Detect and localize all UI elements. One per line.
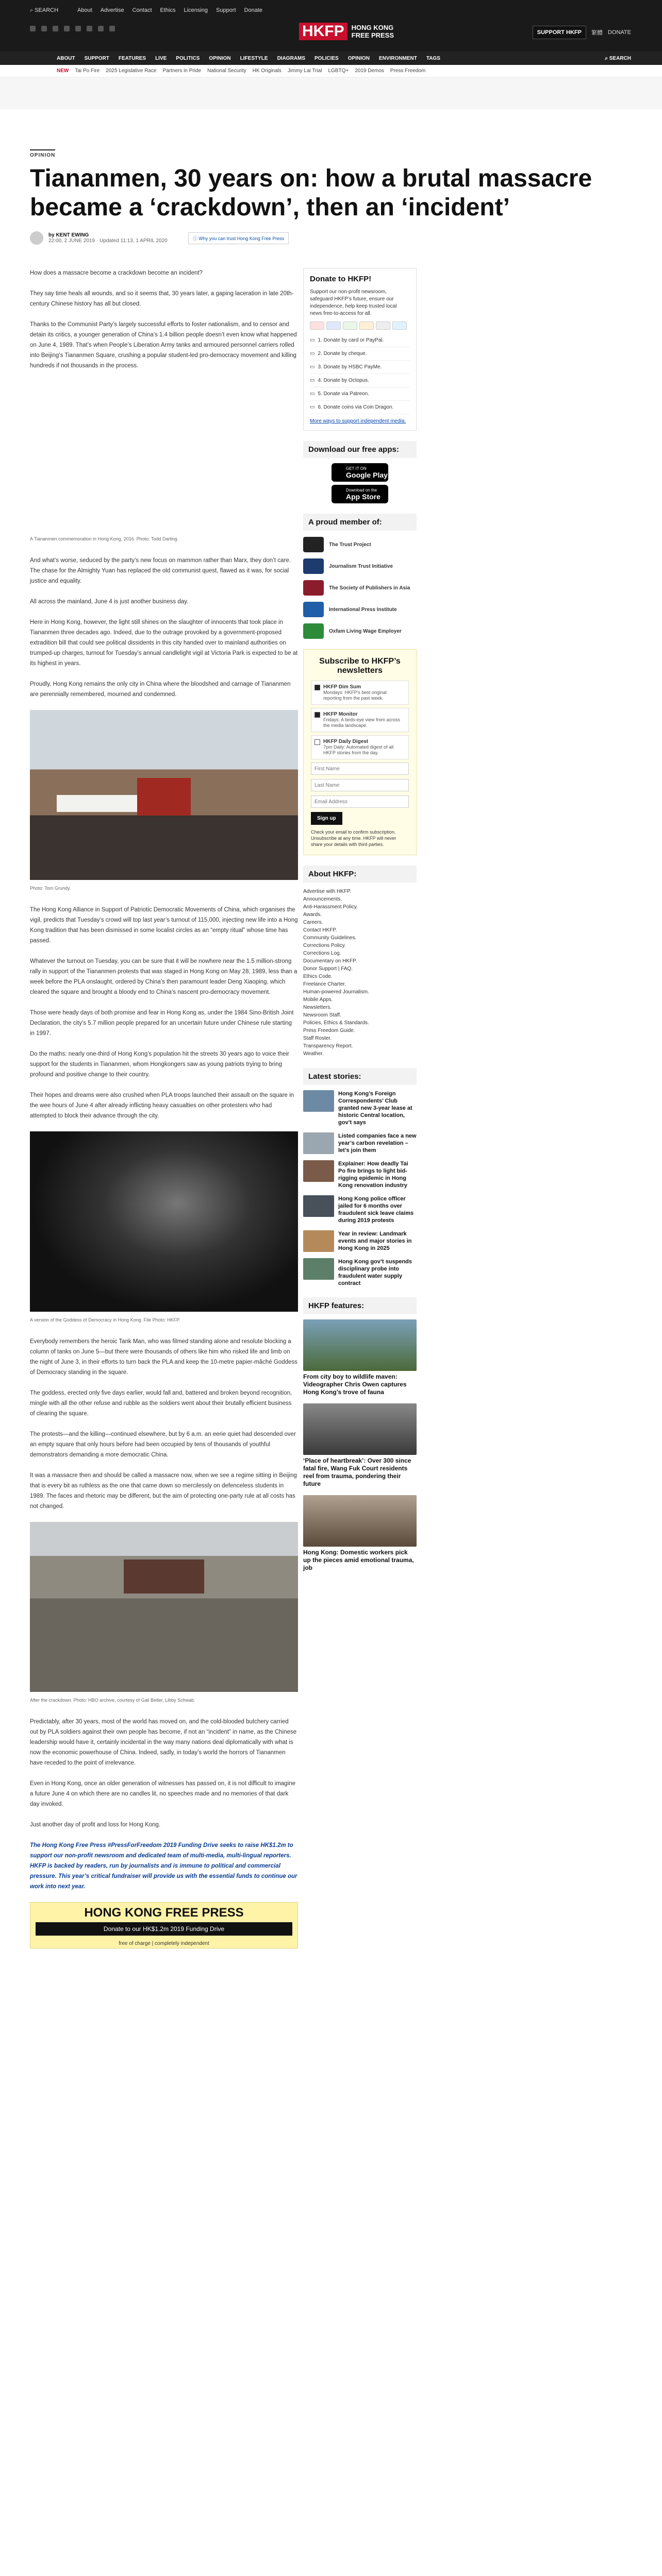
donate-option[interactable]: ▭ 2. Donate by cheque.: [310, 347, 410, 361]
article-header: [30, 149, 631, 245]
caption: A Tiananmen commemoration in Hong Kong, 2016. Photo: Todd Darling.: [30, 536, 179, 541]
about-link[interactable]: Transparency Report.: [303, 1043, 353, 1049]
about-list: [303, 888, 417, 1058]
newsletter-box: [303, 649, 417, 855]
card-icon: [326, 321, 341, 330]
signup-button[interactable]: Sign up: [311, 812, 342, 825]
feature-image: [303, 1403, 417, 1455]
sopa-logo: [303, 580, 324, 596]
instagram-icon[interactable]: [53, 26, 58, 31]
about-link[interactable]: Donor Support | FAQ.: [303, 966, 353, 972]
banner-foot: free of charge | completely independent: [119, 1941, 209, 1946]
article-title: Tiananmen, 30 years on: how a brutal massacre became a ‘crackdown’, then an ‘incident’: [30, 165, 592, 221]
donate-option[interactable]: ▭ 4. Donate by Octopus.: [310, 374, 410, 387]
trust-project-logo: [303, 537, 324, 552]
nav-item[interactable]: OPINION: [209, 56, 231, 61]
trending-item[interactable]: Jimmy Lai Trial: [287, 68, 322, 74]
nav-item[interactable]: OPINION: [347, 56, 370, 61]
photo-banner: [57, 795, 137, 812]
story-thumbnail: [303, 1090, 334, 1112]
top-link-ethics[interactable]: Ethics: [160, 7, 176, 13]
member-item[interactable]: International Press Institute: [303, 602, 417, 617]
photo-detail: [137, 778, 191, 816]
latest-story[interactable]: Hong Kong police officer jailed for 6 months over fraudulent sick leave claims during 2019 protests: [303, 1195, 417, 1224]
brand-actions: [533, 26, 631, 39]
nav-item[interactable]: POLICIES: [315, 56, 339, 61]
article-date: 22:00, 2 JUNE 2019 · Updated 11:13, 1 APRIL 2020: [48, 238, 168, 244]
figure-2: [30, 710, 298, 893]
about-link[interactable]: Press Freedom Guide.: [303, 1028, 355, 1033]
paragraph: Even in Hong Kong, once an older generation of witnesses has passed on, it is not difficult to imagine a future June 4 on which there are no candles lit, no speeches made and no memories of that dark day invoked.: [30, 1781, 296, 1807]
search-icon: ⌕: [605, 56, 609, 61]
nav-item[interactable]: POLITICS: [176, 56, 200, 61]
story-thumbnail: [303, 1132, 334, 1154]
article-category[interactable]: OPINION: [30, 149, 55, 158]
brand-bar: [0, 21, 662, 52]
about-link[interactable]: Freelance Charter.: [303, 981, 346, 987]
story-thumbnail: [303, 1160, 334, 1182]
threads-icon[interactable]: [64, 26, 70, 31]
about-link[interactable]: Mobile Apps.: [303, 997, 333, 1003]
card-icon: [359, 321, 374, 330]
latest-story[interactable]: Hong Kong gov’t suspends disciplinary probe into fraudulent water supply contract: [303, 1258, 417, 1287]
paragraph: It was a massacre then and should be called a massacre now, when we see a regime sitting in Beijing that is every bit as ruthless as the one that came down so mercilessly on defenceless students in 1989. The faces and rhetoric may be different, but the aim of protecting one-party rule at all costs has not changed.: [30, 1472, 297, 1510]
paragraph: All across the mainland, June 4 is just another business day.: [30, 599, 189, 605]
donate-link[interactable]: DONATE: [607, 29, 631, 36]
paragraph: Thanks to the Communist Party’s largely successful efforts to foster nationalism, and to censor and detain its critics, a younger generation of China’s 1.4 billion people doesn’t even know what happened on June 4, 1989. That’s when People’s Liberation Army tanks and armoured personnel carriers rolled into Beijing’s Tiananmen Square, crushing a popular student-led pro-democracy movement and killing hundreds if not thousands in the process.: [30, 321, 297, 369]
caption: After the crackdown. Photo: HBO archive, courtesy of Gail Betler, Libby Schwab.: [30, 1698, 195, 1703]
latest-story[interactable]: Hong Kong’s Foreign Correspondents’ Club granted new 3-year lease at historic Central location, gov’t says: [303, 1090, 417, 1126]
patreon-icon: ▭: [310, 391, 315, 397]
story-thumbnail: [303, 1258, 334, 1280]
checkbox-unchecked[interactable]: [315, 739, 320, 745]
about-link[interactable]: Newsroom Staff.: [303, 1012, 341, 1018]
card-icon: [310, 321, 324, 330]
newsletter-option[interactable]: HKFP Dim Sum Mondays: HKFP’s best original reporting from the past week.: [311, 681, 409, 705]
trending-item[interactable]: Press Freedom: [390, 68, 426, 74]
donate-option[interactable]: ▭ 6. Donate coins via Coin Dragon.: [310, 401, 410, 414]
about-link[interactable]: Anti-Harassment Policy.: [303, 904, 358, 910]
about-link[interactable]: Careers.: [303, 920, 323, 925]
top-bar: [0, 0, 662, 21]
about-link[interactable]: Contact HKFP.: [303, 927, 337, 933]
funding-banner[interactable]: [30, 1902, 298, 1948]
trending-item[interactable]: Tai Po Fire: [75, 68, 100, 74]
about-title: About HKFP:: [303, 866, 417, 883]
feature-story[interactable]: From city boy to wildlife maven: Videographer Chris Owen captures Hong Kong’s trove of fauna: [303, 1319, 417, 1396]
paragraph: And what’s worse, seduced by the party’s new focus on mammon rather than Marx, they don’t care. The chase for the Almighty Yuan has replaced the old communist quest, flawed as it was, for social justice and equality.: [30, 557, 291, 584]
search-icon: ⌕: [30, 7, 35, 13]
paragraph: Whatever the turnout on Tuesday, you can be sure that it will be nowhere near the 1.5 million-strong rally in support of the Tiananmen protests that was staged in Hong Kong on May 28, 1989, less than a week before the PLA onslaught, ordered by China’s then paramount leader Deng Xiaoping, which cleared the square and brought a bloody end to China’s nascent pro-democracy movement.: [30, 958, 297, 995]
photo-gate: [124, 1560, 204, 1594]
email-field[interactable]: [311, 795, 409, 808]
youtube-icon[interactable]: [75, 26, 81, 31]
latest-title: Latest stories:: [303, 1068, 417, 1085]
about-link[interactable]: Human-powered Journalism.: [303, 989, 369, 995]
paragraph: How does a massacre become a crackdown become an incident?: [30, 270, 203, 276]
donate-option[interactable]: ▭ 5. Donate via Patreon.: [310, 387, 410, 401]
first-name-field[interactable]: [311, 762, 409, 775]
language-toggle[interactable]: 繁體: [591, 30, 603, 36]
card-icon: [392, 321, 407, 330]
paragraph: Here in Hong Kong, however, the light still shines on the slaughter of innocents that took place in Tiananmen three decades ago. Indeed, due to the outrage provoked by a government-proposed extradition bill that could see political dissidents in this city handed over to mainland authorities on trumped-up charges, turnout for Tuesday’s annual candlelight vigil at Victoria Park is expected to be at its highest in years.: [30, 619, 298, 667]
x-icon[interactable]: [30, 26, 36, 31]
payment-icons: [310, 321, 410, 330]
nav-item[interactable]: LIFESTYLE: [240, 56, 268, 61]
facebook-icon[interactable]: [41, 26, 47, 31]
byline: [30, 231, 631, 245]
nav-item[interactable]: DIAGRAMS: [277, 56, 306, 61]
photo-goddess: [30, 1131, 298, 1312]
card-icon: [343, 321, 357, 330]
top-link-contact[interactable]: Contact: [132, 7, 152, 13]
paragraph: They say time heals all wounds, and so it seems that, 30 years later, a gaping laceration in late 20th-century Chinese history has all but closed.: [30, 291, 294, 307]
about-link[interactable]: Announcements.: [303, 896, 342, 902]
top-link-about[interactable]: About: [77, 7, 92, 13]
card-icon: ▭: [310, 337, 315, 343]
app-store-badge[interactable]: Download on the App Store: [332, 485, 388, 503]
member-item[interactable]: The Trust Project: [303, 537, 417, 552]
figure-1: [30, 381, 298, 544]
paragraph: Everybody remembers the heroic Tank Man, who was filmed standing alone and resolute blocking a column of tanks on June 5—but there were thousands of others like him who risked life and limb on the night of June 3, in their efforts to turn back the PLA and keep the 10-metre papier-mâché Goddess of Democracy standing in the square.: [30, 1338, 297, 1376]
card-icon: [376, 321, 390, 330]
newsletter-option[interactable]: HKFP Monitor Fridays: A birds-eye view from across the media landscape.: [311, 708, 409, 732]
about-link[interactable]: Community Guidelines.: [303, 935, 357, 941]
feature-image: [303, 1495, 417, 1547]
payme-icon: ▭: [310, 364, 315, 370]
caption: A version of the Goddess of Democracy in Hong Kong. File Photo: HKFP.: [30, 1317, 180, 1323]
logo-mark: HKFP: [299, 23, 347, 40]
rss-icon[interactable]: [109, 26, 115, 31]
top-link-donate[interactable]: Donate: [244, 7, 262, 13]
checkbox-checked[interactable]: [315, 685, 320, 690]
trending-item[interactable]: National Security: [207, 68, 246, 74]
latest-story[interactable]: Explainer: How deadly Tai Po fire brings to light bid-rigging epidemic in Hong Kong renovation industry: [303, 1160, 417, 1189]
coin-icon: ▭: [310, 404, 315, 410]
feature-story[interactable]: ‘Place of heartbreak’: Over 300 since fatal fire, Wang Fuk Court residents reel from trauma, pondering their future: [303, 1403, 417, 1488]
donate-text: Support our non-profit newsroom, safeguard HKFP’s future, ensure our independence, help keep trusted local news free-to-access for all.: [310, 289, 397, 316]
trending-item[interactable]: 2025 Legislative Race: [106, 68, 157, 74]
apps-title: Download our free apps:: [303, 441, 417, 458]
caption: Photo: Tom Grundy.: [30, 886, 71, 891]
photo-square: [30, 1522, 298, 1692]
figure-3: [30, 1131, 298, 1325]
about-link[interactable]: Policies, Ethics & Standards.: [303, 1020, 369, 1026]
linkedin-icon[interactable]: [87, 26, 92, 31]
last-name-field[interactable]: [311, 779, 409, 791]
nav-item[interactable]: SUPPORT: [84, 56, 109, 61]
jti-logo: [303, 558, 324, 574]
banner-title: HONG KONG FREE PRESS: [84, 1906, 244, 1920]
paragraph: Do the maths: nearly one-third of Hong Kong’s population hit the streets 30 years ago to voice their support for the students in Tiananmen, whom Hongkongers saw as young patriots trying to bring profound and positive change to their country.: [30, 1051, 289, 1078]
newsletter-option[interactable]: HKFP Daily Digest 7pm Daily: Automated digest of all HKFP stories from the day.: [311, 735, 409, 759]
about-link[interactable]: Corrections Log.: [303, 951, 341, 956]
latest-story[interactable]: Year in review: Landmark events and major stories in Hong Kong in 2025: [303, 1230, 417, 1252]
about-link[interactable]: Corrections Policy.: [303, 943, 346, 948]
nav-item[interactable]: ENVIRONMENT: [378, 56, 417, 61]
trust-link[interactable]: ⓘ Why you can trust Hong Kong Free Press: [188, 232, 289, 244]
banner-subtitle: Donate to our HK$1.2m 2019 Funding Drive: [36, 1922, 292, 1936]
photo-vigil: [30, 381, 298, 531]
social-icons: [30, 26, 115, 31]
author-avatar: [30, 231, 43, 245]
ipi-logo: [303, 602, 324, 617]
top-link-licensing[interactable]: Licensing: [184, 7, 208, 13]
donate-more-link[interactable]: More ways to support independent media.: [310, 418, 406, 424]
about-link[interactable]: Staff Roster.: [303, 1036, 332, 1041]
member-item[interactable]: Oxfam Living Wage Employer: [303, 623, 417, 639]
site-logo[interactable]: [299, 23, 394, 40]
member-item[interactable]: Journalism Trust Initiative: [303, 558, 417, 574]
about-link[interactable]: Ethics Code.: [303, 974, 333, 979]
paragraph: Just another day of profit and loss for Hong Kong.: [30, 1822, 161, 1828]
octopus-icon: ▭: [310, 378, 315, 383]
figure-4: [30, 1522, 298, 1705]
member-title: A proud member of:: [303, 514, 417, 531]
nav-search[interactable]: ⌕ SEARCH: [605, 56, 631, 61]
feature-image: [303, 1319, 417, 1371]
trending-item[interactable]: HK Originals: [252, 68, 282, 74]
newsletter-note: Check your email to confirm subscription. Unsubscribe at any time. HKFP will never share your details with third parties.: [311, 829, 396, 847]
paragraph: Proudly, Hong Kong remains the only city in China where the bloodshed and carnage of Tiananmen are perennially remembered, mourned and condemned.: [30, 681, 291, 698]
article-body: [30, 268, 298, 1948]
donate-box: [303, 268, 417, 431]
donate-option[interactable]: ▭ 3. Donate by HSBC PayMe.: [310, 361, 410, 374]
features-title: HKFP features:: [303, 1297, 417, 1314]
support-button[interactable]: SUPPORT HKFP: [533, 26, 586, 39]
trending-label: NEW: [57, 68, 69, 74]
trending-item[interactable]: Partners in Pride: [162, 68, 202, 74]
member-item[interactable]: The Society of Publishers in Asia: [303, 580, 417, 596]
donate-title: Donate to HKFP!: [310, 275, 372, 283]
oxfam-logo: [303, 623, 324, 639]
paragraph: Their hopes and dreams were also crushed when PLA troops launched their assault on the square in the wee hours of June 4 after already inflicting heavy casualties on other protesters who had attempted to block their advance through the city.: [30, 1092, 294, 1119]
about-link[interactable]: Awards.: [303, 912, 322, 918]
cheque-icon: ▭: [310, 351, 315, 357]
top-link-support[interactable]: Support: [216, 7, 236, 13]
top-links: [77, 7, 262, 13]
nav-item[interactable]: TAGS: [426, 56, 440, 61]
paragraph: Predictably, after 30 years, most of the world has moved on, and the cold-blooded butchery carried out by PLA soldiers against their own people has become, if not an “incident” in name, as the Chinese leadership would have it, certainly incidental in the way many nations deal diplomatically with what is now the economic powerhouse of China. Indeed, sadly, in today’s world the horrors of Tiananmen have receded to the point of irrelevance.: [30, 1719, 297, 1766]
main-nav: [0, 52, 662, 65]
top-link-advertise[interactable]: Advertise: [100, 7, 124, 13]
nav-item[interactable]: LIVE: [155, 56, 167, 61]
checkbox-checked[interactable]: [315, 712, 320, 718]
about-link[interactable]: Documentary on HKFP.: [303, 958, 357, 964]
sidebar: [303, 268, 417, 1579]
newsletter-title: Subscribe to HKFP’s newsletters: [319, 657, 401, 675]
logo-name: HONG KONG FREE PRESS: [351, 24, 394, 39]
google-play-badge[interactable]: GET IT ON Google Play: [332, 463, 388, 482]
author-name[interactable]: by KENT EWING: [48, 232, 89, 238]
nav-item[interactable]: ABOUT: [57, 56, 75, 61]
about-link[interactable]: Weather.: [303, 1051, 324, 1057]
about-link[interactable]: Newsletters.: [303, 1005, 332, 1010]
email-icon[interactable]: [98, 26, 104, 31]
top-search-link[interactable]: ⌕ SEARCH: [30, 7, 59, 13]
story-thumbnail: [303, 1230, 334, 1252]
photo-rally: [30, 710, 298, 880]
paragraph: Those were heady days of both promise and fear in Hong Kong as, under the 1984 Sino-British Joint Declaration, the city’s 5.7 million people prepared for an uncertain future under Chinese rule starting in 1997.: [30, 1010, 294, 1037]
ad-strip: [0, 77, 662, 109]
about-link[interactable]: Advertise with HKFP.: [303, 889, 352, 894]
paragraph: The Hong Kong Alliance in Support of Patriotic Democratic Movements of China, which organises the vigil, predicts that Tuesday’s crowd will top last year’s turnout of 115,000, injecting new life into a Hong Kong tradition that has been dismissed in some localist circles as an “empty ritual” whose time has passed.: [30, 907, 298, 944]
donate-option[interactable]: ▭ 1. Donate by card or PayPal.: [310, 334, 410, 347]
latest-story[interactable]: Listed companies face a new year’s carbon revelation – let’s join them: [303, 1132, 417, 1154]
feature-story[interactable]: Hong Kong: Domestic workers pick up the pieces amid emotional trauma, job: [303, 1495, 417, 1572]
story-thumbnail: [303, 1195, 334, 1217]
promo-text[interactable]: The Hong Kong Free Press #PressForFreedom 2019 Funding Drive seeks to raise HK$1.2m to support our non-profit newsroom and dedicated team of multi-media, multi-lingual reporters. HKFP is backed by readers, run by journalists and is immune to political and commercial pressure. This year’s critical fundraiser will provide us with the essential funds to continue our work into next year.: [30, 1842, 297, 1890]
paragraph: The protests—and the killing—continued elsewhere, but by 6 a.m. an eerie quiet had descended over an empty square that only hours before had been occupied by tens of thousands of youthful demonstrators demanding a more democratic China.: [30, 1431, 296, 1458]
info-icon: ⓘ: [192, 235, 199, 241]
paragraph: The goddess, erected only five days earlier, would fall and, battered and broken beyond recognition, mingle with all the other refuse and rubble as the soldiers went about their brutally efficient business of clearing the square.: [30, 1390, 292, 1417]
trending-bar: [0, 65, 662, 77]
trending-item[interactable]: 2019 Demos: [355, 68, 384, 74]
trending-item[interactable]: LGBTQ+: [328, 68, 349, 74]
nav-item[interactable]: FEATURES: [118, 56, 146, 61]
